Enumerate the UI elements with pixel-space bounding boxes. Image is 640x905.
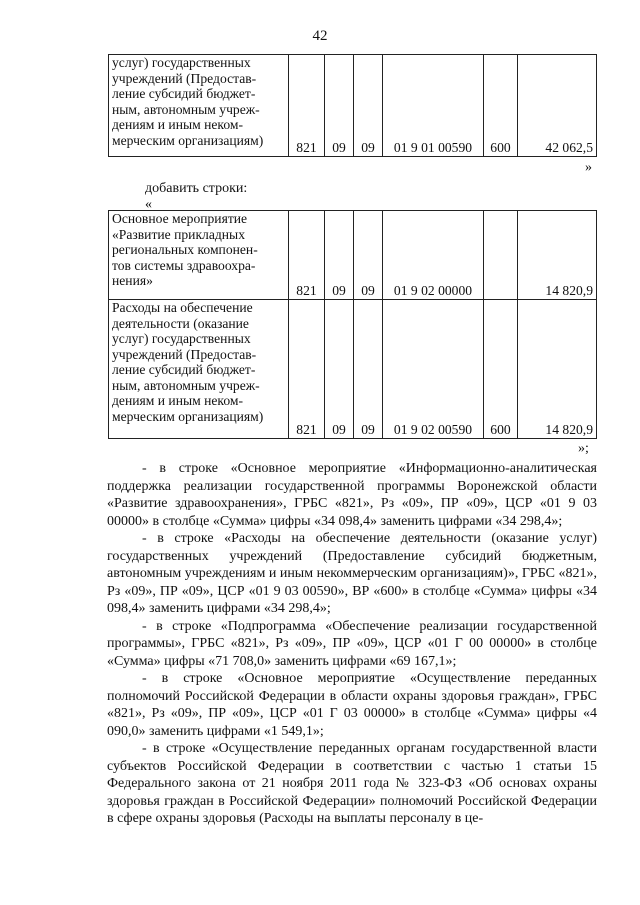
csr-cell: 01 9 02 00590 bbox=[383, 300, 484, 439]
csr-cell: 01 9 01 00590 bbox=[383, 55, 484, 157]
lead-text: добавить строки: bbox=[145, 181, 248, 196]
rz-cell: 09 bbox=[325, 300, 354, 439]
paragraph: - в строке «Основное мероприятие «Информационно-аналитическая поддержка реализации государственной программы Воронежской области «Развитие здравоохранения», ГРБС «821», Рз «09», ПР «09», ЦСР «01 9 03 00000» в столбце «Сумма» цифры «34 098,4» заменить цифрами «34 298,4»; bbox=[107, 461, 597, 529]
sum-cell: 14 820,9 bbox=[518, 211, 597, 300]
paragraph: - в строке «Подпрограмма «Обеспечение реализации государственной программы», ГРБС «821», Рз «09», ПР «09», ЦСР «01 Г 00 00000» в столбце «Сумма» цифры «71 708,0» заменить цифрами «69 167,1»; bbox=[107, 618, 597, 669]
grbs-cell: 821 bbox=[289, 55, 325, 157]
opening-quote: « bbox=[145, 197, 152, 212]
vr-cell: 600 bbox=[484, 55, 518, 157]
paragraph: - в строке «Основное мероприятие «Осуществление переданных полномочий Российской Федерации в области охраны здоровья граждан», ГРБС «821», Рз «09», ПР «09», ЦСР «01 Г 03 00000» в столбце «Сумма» цифры «4 090,0» заменить цифрами «1 549,1»; bbox=[107, 671, 597, 739]
sum-cell: 14 820,9 bbox=[518, 300, 597, 439]
vr-cell: 600 bbox=[484, 300, 518, 439]
row-name-cell: услуг) государственных учреждений (Предостав- ление субсидий бюджет- ным, автономным учреж- дениям и иным неком- мерческим организациям) bbox=[109, 55, 289, 157]
row-name-cell: Расходы на обеспечение деятельности (оказание услуг) государственных учреждений (Предостав- ление субсидий бюджет- ным, автономным учреж- дениям и иным неком- мерческим организациям) bbox=[109, 300, 289, 439]
paragraph: - в строке «Осуществление переданных органам государственной власти субъектов Российской Федерации в соответствии с частью 1 статьи 15 Федерального закона от 21 ноября 2011 года № 323-ФЗ «Об основах охраны здоровья граждан в Российской Федерации» полномочий Российской Федерации в сфере охраны здоровья (Расходы на выплаты персоналу в це- bbox=[107, 741, 597, 826]
budget-table-continuation bbox=[108, 54, 597, 157]
closing-quote-2: »; bbox=[578, 441, 589, 456]
rz-cell: 09 bbox=[325, 55, 354, 157]
csr-cell: 01 9 02 00000 bbox=[383, 211, 484, 300]
grbs-cell: 821 bbox=[289, 300, 325, 439]
page-number: 42 bbox=[312, 28, 328, 44]
grbs-cell: 821 bbox=[289, 211, 325, 300]
pr-cell: 09 bbox=[354, 55, 383, 157]
pr-cell: 09 bbox=[354, 211, 383, 300]
amendment-text bbox=[107, 460, 597, 828]
table-row bbox=[109, 211, 597, 300]
sum-cell: 42 062,5 bbox=[518, 55, 597, 157]
table-row bbox=[109, 55, 597, 157]
budget-table-added-rows bbox=[108, 210, 597, 439]
row-name-cell: Основное мероприятие «Развитие прикладных региональных компонен- тов системы здравоохра- нения» bbox=[109, 211, 289, 300]
table-row bbox=[109, 300, 597, 439]
vr-cell bbox=[484, 211, 518, 300]
closing-quote-1: » bbox=[585, 160, 592, 175]
paragraph: - в строке «Расходы на обеспечение деятельности (оказание услуг) государственных учреждений (Предоставление субсидий бюджетным, автономным учреждениям и иным некоммерческим организациям)», ГРБС «821», Рз «09», ПР «09», ЦСР «01 9 03 00590», ВР «600» в столбце «Сумма» цифры «34 098,4» заменить цифрами «34 298,4»; bbox=[107, 531, 597, 616]
pr-cell: 09 bbox=[354, 300, 383, 439]
rz-cell: 09 bbox=[325, 211, 354, 300]
